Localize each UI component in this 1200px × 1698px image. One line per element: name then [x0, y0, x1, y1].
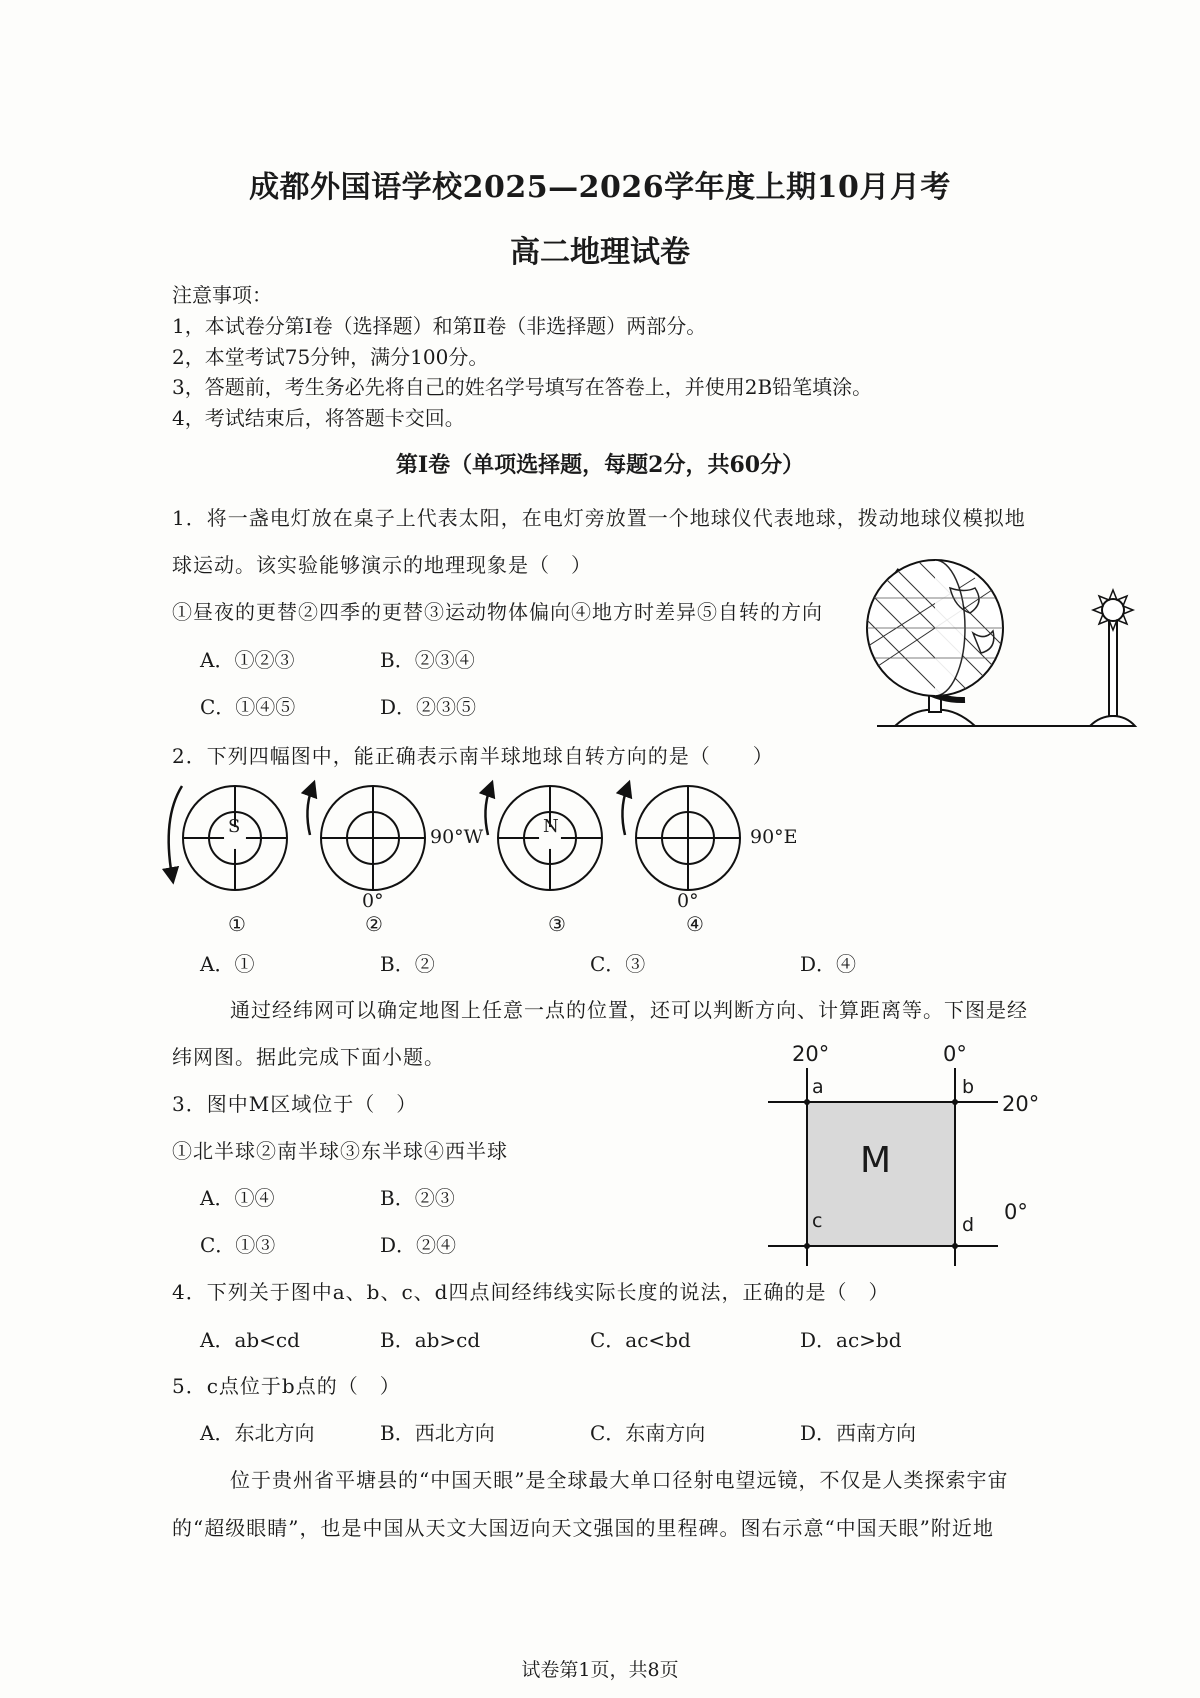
- note-item: 2，本堂考试75分钟，满分100分。: [172, 345, 489, 369]
- lat-lon-grid-figure: [760, 1040, 1060, 1270]
- fig2-side-label: 90°W: [430, 826, 484, 848]
- grid-region-label: M: [860, 1140, 892, 1181]
- grid-lat-top-label: 20°: [1002, 1092, 1040, 1116]
- q1-stem-line1: 1．将一盏电灯放在桌子上代表太阳，在电灯旁放置一个地球仪代表地球，拨动地球仪模拟地: [172, 506, 1026, 530]
- passage1-line2: 纬网图。据此完成下面小题。: [172, 1045, 445, 1069]
- q4-stem: 4．下列关于图中a、b、c、d四点间经纬线实际长度的说法，正确的是（ ）: [172, 1280, 890, 1304]
- fig3-pole-label: N: [543, 816, 559, 837]
- rotation-diagram-1: [169, 786, 287, 890]
- rotation-diagram-2: [307, 786, 425, 890]
- q5-option-b[interactable]: B．西北方向: [380, 1421, 495, 1445]
- q3-stem: 3．图中M区域位于（ ）: [172, 1092, 418, 1116]
- q3-option-d[interactable]: D．②④: [380, 1233, 457, 1257]
- rotation-diagram-4: [622, 786, 740, 890]
- q4-option-c[interactable]: C．ac<bd: [590, 1328, 691, 1352]
- q5-stem: 5．c点位于b点的（ ）: [172, 1374, 401, 1398]
- q5-option-a[interactable]: A．东北方向: [200, 1421, 315, 1445]
- q3-option-a[interactable]: A．①④: [200, 1186, 275, 1210]
- notes-heading: 注意事项：: [172, 283, 272, 307]
- grid-point-d: d: [962, 1214, 975, 1236]
- q2-option-b[interactable]: B．②: [380, 952, 435, 976]
- passage2-line1: 位于贵州省平塘县的“中国天眼”是全球最大单口径射电望远镜，不仅是人类探索宇宙: [230, 1468, 1009, 1492]
- q2-stem: 2．下列四幅图中，能正确表示南半球地球自转方向的是（ ）: [172, 744, 774, 768]
- section-heading: 第Ⅰ卷（单项选择题，每题2分，共60分）: [395, 452, 805, 478]
- q1-option-c[interactable]: C．①④⑤: [200, 695, 296, 719]
- fig1-caption: ①: [228, 912, 246, 936]
- globe-lamp-figure: [855, 548, 1145, 730]
- q2-option-d[interactable]: D．④: [800, 952, 857, 976]
- passage2-line2: 的“超级眼睛”，也是中国从天文大国迈向天文强国的里程碑。图右示意“中国天眼”附近地: [172, 1516, 994, 1540]
- page-footer: 试卷第1页，共8页: [521, 1659, 679, 1681]
- grid-lon-right-label: 0°: [943, 1042, 967, 1066]
- rotation-figures: [160, 770, 820, 930]
- q1-stem-line2: 球运动。该实验能够演示的地理现象是（ ）: [172, 553, 592, 577]
- exam-title: 成都外国语学校2025—2026学年度上期10月月考: [249, 170, 951, 205]
- q1-option-d[interactable]: D．②③⑤: [380, 695, 477, 719]
- fig4-caption: ④: [686, 912, 704, 936]
- fig4-bottom-label: 0°: [677, 890, 699, 912]
- fig1-pole-label: S: [228, 816, 241, 837]
- passage1-line1: 通过经纬网可以确定地图上任意一点的位置，还可以判断方向、计算距离等。下图是经: [230, 998, 1028, 1022]
- q4-option-d[interactable]: D．ac>bd: [800, 1328, 902, 1352]
- q3-option-c[interactable]: C．①③: [200, 1233, 276, 1257]
- fig2-bottom-label: 0°: [362, 890, 384, 912]
- grid-point-c: c: [812, 1210, 823, 1232]
- q1-statements: ①昼夜的更替②四季的更替③运动物体偏向④地方时差异⑤自转的方向: [172, 600, 823, 624]
- q3-option-b[interactable]: B．②③: [380, 1186, 455, 1210]
- fig4-side-label: 90°E: [750, 826, 798, 848]
- q1-option-b[interactable]: B．②③④: [380, 648, 475, 672]
- q2-option-c[interactable]: C．③: [590, 952, 646, 976]
- note-item: 4，考试结束后，将答题卡交回。: [172, 406, 465, 430]
- q2-option-a[interactable]: A．①: [200, 952, 255, 976]
- q5-option-d[interactable]: D．西南方向: [800, 1421, 917, 1445]
- q1-option-a[interactable]: A．①②③: [200, 648, 295, 672]
- grid-point-a: a: [812, 1076, 824, 1098]
- grid-point-b: b: [962, 1076, 975, 1098]
- fig3-caption: ③: [548, 912, 566, 936]
- exam-subtitle: 高二地理试卷: [510, 235, 690, 270]
- q4-option-a[interactable]: A．ab<cd: [200, 1328, 300, 1352]
- note-item: 1，本试卷分第Ⅰ卷（选择题）和第Ⅱ卷（非选择题）两部分。: [172, 314, 707, 338]
- fig2-caption: ②: [365, 912, 383, 936]
- note-item: 3，答题前，考生务必先将自己的姓名学号填写在答卷上，并使用2B铅笔填涂。: [172, 375, 873, 399]
- q3-statements: ①北半球②南半球③东半球④西半球: [172, 1139, 508, 1163]
- q5-option-c[interactable]: C．东南方向: [590, 1421, 706, 1445]
- grid-lat-bottom-label: 0°: [1004, 1200, 1028, 1224]
- q4-option-b[interactable]: B．ab>cd: [380, 1328, 481, 1352]
- rotation-diagram-3: [485, 786, 602, 890]
- grid-lon-left-label: 20°: [792, 1042, 830, 1066]
